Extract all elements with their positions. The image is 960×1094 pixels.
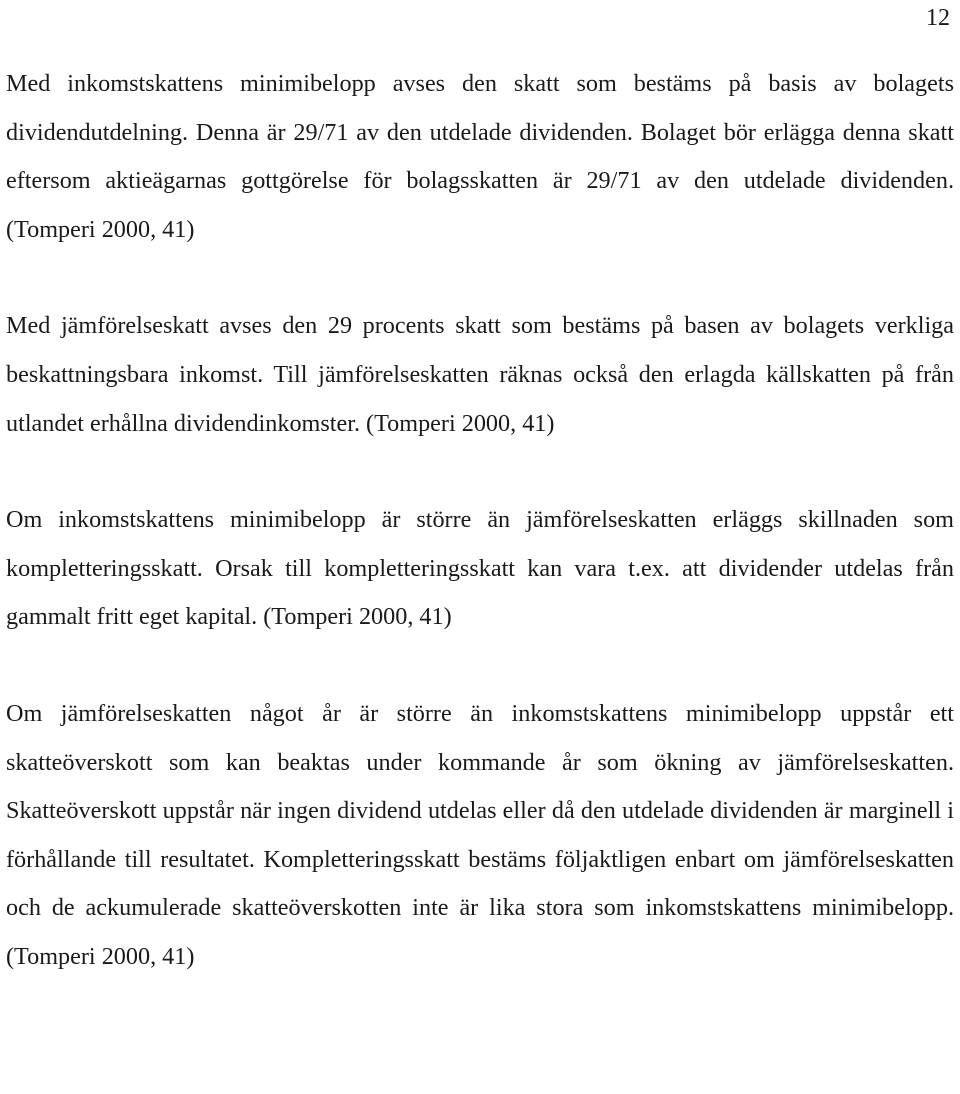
document-body [6, 60, 954, 1030]
paragraph-supplementary-tax: Om inkomstskattens minimibelopp är större än jämförelseskatten erläggs skillnaden som kompletteringsskatt. Orsak till kompletteringsskatt kan vara t.ex. att dividender utdelas från gammalt fritt eget kapital. (Tomperi 2000, 41) [6, 506, 954, 631]
paragraph-tax-surplus: Om jämförelseskatten något år är större än inkomstskattens minimibelopp uppstår ett skatteöverskott som kan beaktas under kommande år som ökning av jämförelseskatten. Skatteöverskott uppstår när ingen dividend utdelas eller då den utdelade dividenden är marginell i förhållande till resultatet. Kompletteringsskatt bestäms följaktligen enbart om jämförelseskatten och de ackumulerade skatteöverskotten inte är lika stora som inkomstskattens minimibelopp. (Tomperi 2000, 41) [6, 699, 954, 970]
page-number: 12 [926, 5, 950, 31]
paragraph-comparison-tax: Med jämförelseskatt avses den 29 procents skatt som bestäms på basen av bolagets verkliga beskattningsbara inkomst. Till jämförelseskatten räknas också den erlagda källskatten på från utlandet erhållna dividendinkomster. (Tomperi 2000, 41) [6, 312, 954, 437]
paragraph-minimum-tax: Med inkomstskattens minimibelopp avses den skatt som bestäms på basis av bolagets dividendutdelning. Denna är 29/71 av den utdelade dividenden. Bolaget bör erlägga denna skatt eftersom aktieägarnas gottgörelse för bolagsskatten är 29/71 av den utdelade dividenden. (Tomperi 2000, 41) [6, 70, 954, 243]
